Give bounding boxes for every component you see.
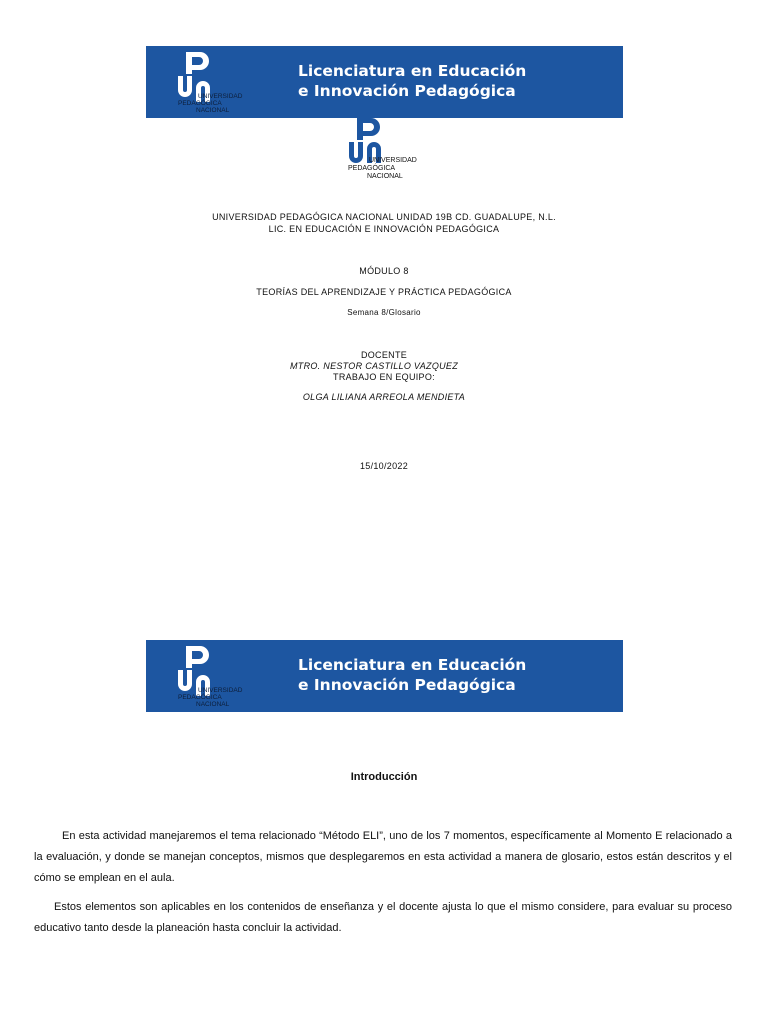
week-label: Semana 8/Glosario [347, 308, 421, 317]
banner-title [298, 61, 526, 101]
program-name: LIC. EN EDUCACIÓN E INNOVACIÓN PEDAGÓGICA [268, 224, 500, 234]
svg-text:UNIVERSIDAD: UNIVERSIDAD [198, 687, 243, 694]
course-name: TEORÍAS DEL APRENDIZAJE Y PRÁCTICA PEDAGÓGICA [256, 287, 512, 297]
svg-text:PEDAGÓGICA: PEDAGÓGICA [348, 165, 396, 172]
intro-paragraph-2: Estos elementos son aplicables en los contenidos de enseñanza y el docente ajusta lo que el mismo considere, para evaluar su proceso educativo tanto desde la planeación hasta concluir la actividad. [34, 901, 732, 934]
intro-title: Introducción [350, 771, 418, 783]
upn-logo-icon [176, 644, 266, 706]
team-label: TRABAJO EN EQUIPO: [333, 372, 435, 382]
student-name: OLGA LILIANA ARREOLA MENDIETA [302, 392, 466, 402]
svg-text:NACIONAL: NACIONAL [196, 107, 230, 112]
banner-title-line2: e Innovación Pedagógica [298, 82, 516, 100]
banner-title [298, 655, 526, 695]
svg-text:PEDAGÓGICA: PEDAGÓGICA [178, 694, 222, 701]
header-banner [146, 46, 623, 118]
module-label: MÓDULO 8 [359, 266, 409, 276]
banner-title-line2: e Innovación Pedagógica [298, 676, 516, 694]
svg-text:NACIONAL: NACIONAL [367, 173, 403, 180]
banner-title-line1: Licenciatura en Educación [298, 62, 527, 80]
svg-text:UNIVERSIDAD: UNIVERSIDAD [198, 93, 243, 100]
date-label: 15/10/2022 [359, 461, 409, 471]
intro-paragraph-1: En esta actividad manejaremos el tema relacionado “Método ELI”, uno de los 7 momentos, específicamente al Momento E relacionado a la evaluación, y donde se manejan conceptos, mismos que desplegaremos en esta actividad a manera de glosario, estos están descritos y el cómo se emplean en el aula. [34, 830, 732, 884]
teacher-name: MTRO. NESTOR CASTILLO VAZQUEZ [289, 361, 459, 371]
banner-title-line1: Licenciatura en Educación [298, 656, 527, 674]
university-name: UNIVERSIDAD PEDAGÓGICA NACIONAL UNIDAD 19B CD. GUADALUPE, N.L. [212, 212, 556, 222]
svg-text:UNIVERSIDAD: UNIVERSIDAD [369, 157, 417, 164]
second-banner [146, 640, 623, 712]
svg-text:PEDAGÓGICA: PEDAGÓGICA [178, 100, 222, 107]
svg-text:NACIONAL: NACIONAL [196, 701, 230, 706]
upn-logo-icon [176, 50, 266, 112]
teacher-label: DOCENTE [360, 350, 408, 360]
upn-center-logo-icon [347, 118, 427, 182]
